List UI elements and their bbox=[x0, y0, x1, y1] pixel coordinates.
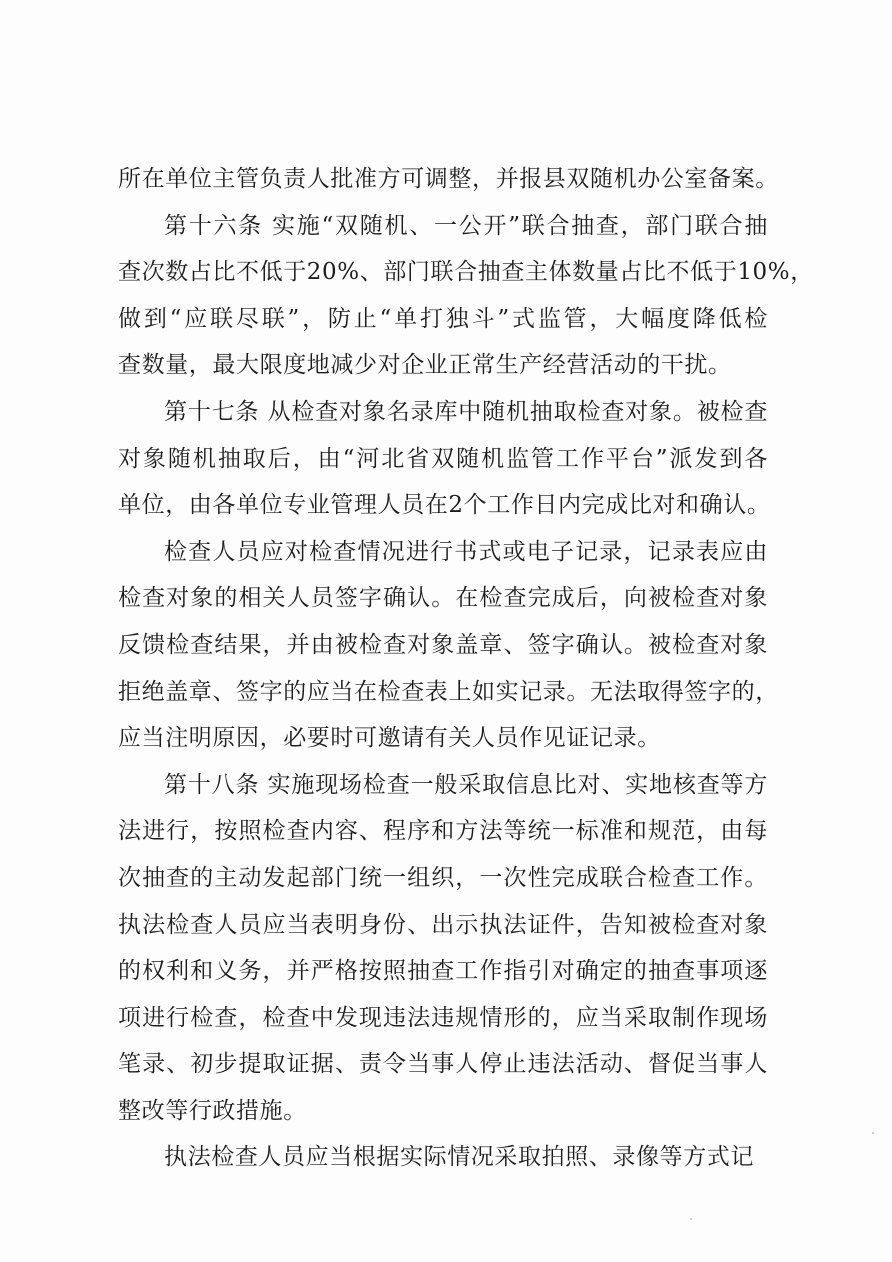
text-line: 单位，由各单位专业管理人员在2个工作日内完成比对和确认。 bbox=[118, 492, 771, 519]
paragraph-enforcement-records bbox=[118, 1134, 768, 1181]
paragraph-continuation bbox=[118, 156, 779, 203]
text-line: 对象随机抽取后，由“河北省双随机监管工作平台”派发到各 bbox=[118, 445, 768, 472]
document-body bbox=[118, 156, 814, 1181]
scan-speck bbox=[872, 1132, 874, 1134]
text-line: 第十七条 从检查对象名录库中随机抽取检查对象。被检查 bbox=[164, 398, 768, 425]
text-line: 笔录、初步提取证据、责令当事人停止违法活动、督促当事人 bbox=[118, 1051, 768, 1078]
text-line: 拒绝盖章、签字的应当在检查表上如实记录。无法取得签字的， bbox=[118, 678, 779, 705]
text-line: 执法检查人员应当根据实际情况采取拍照、录像等方式记 bbox=[164, 1144, 754, 1171]
paragraph-inspection-records bbox=[118, 529, 779, 762]
scan-speck bbox=[690, 1218, 692, 1220]
text-line: 项进行检查，检查中发现违法违规情形的，应当采取制作现场 bbox=[118, 1004, 768, 1031]
text-line: 第十六条 实施“双随机、一公开”联合抽查，部门联合抽 bbox=[164, 212, 768, 239]
text-line: 法进行，按照检查内容、程序和方法等统一标准和规范，由每 bbox=[118, 818, 768, 845]
text-line: 查次数占比不低于20%、部门联合抽查主体数量占比不低于10%， bbox=[118, 259, 814, 286]
paragraph-article-16 bbox=[118, 203, 814, 389]
text-line: 第十八条 实施现场检查一般采取信息比对、实地核查等方 bbox=[164, 771, 768, 798]
text-line: 检查人员应对检查情况进行书式或电子记录，记录表应由 bbox=[164, 538, 768, 565]
text-line: 所在单位主管负责人批准方可调整，并报县双随机办公室备案。 bbox=[118, 166, 779, 192]
paragraph-article-18 bbox=[118, 762, 768, 1135]
text-line: 查数量，最大限度地减少对企业正常生产经营活动的干扰。 bbox=[118, 352, 732, 379]
text-line: 应当注明原因，必要时可邀请有关人员作见证记录。 bbox=[118, 725, 661, 752]
text-line: 反馈检查结果，并由被检查对象盖章、签字确认。被检查对象 bbox=[118, 631, 768, 658]
text-line: 检查对象的相关人员签字确认。在检查完成后，向被检查对象 bbox=[118, 585, 768, 612]
text-line: 的权利和义务，并严格按照抽查工作指引对确定的抽查事项逐 bbox=[118, 958, 768, 985]
text-line: 执法检查人员应当表明身份、出示执法证件，告知被检查对象 bbox=[118, 911, 768, 938]
text-line: 做到“应联尽联”，防止“单打独斗”式监管，大幅度降低检 bbox=[118, 305, 768, 332]
paragraph-article-17 bbox=[118, 389, 771, 529]
text-line: 次抽查的主动发起部门统一组织，一次性完成联合检查工作。 bbox=[118, 864, 768, 891]
text-line: 整改等行政措施。 bbox=[118, 1097, 307, 1124]
